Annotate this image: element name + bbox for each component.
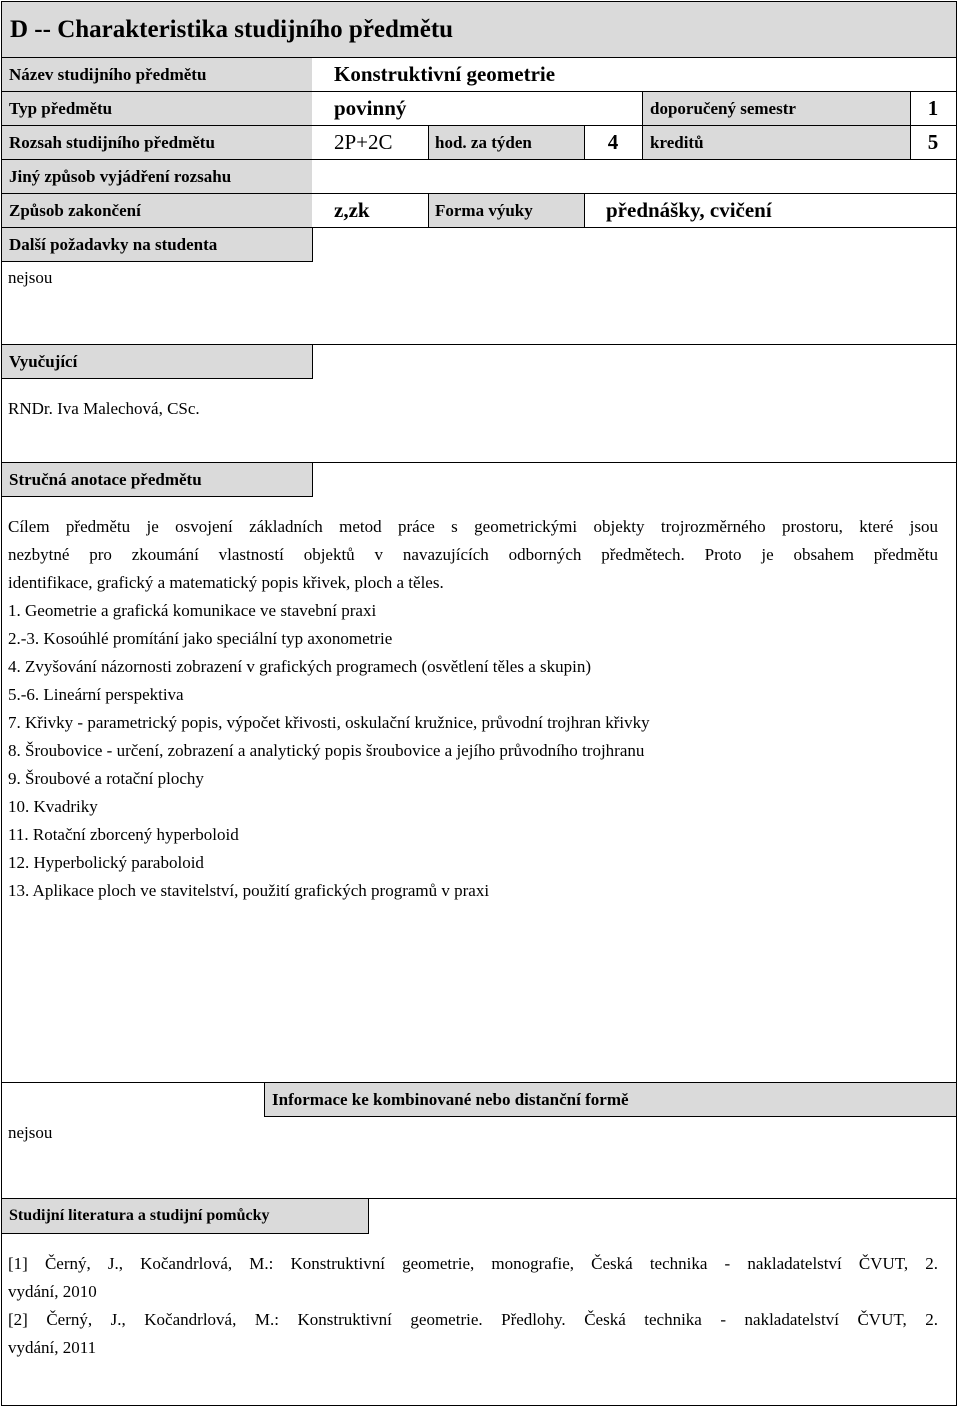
- hours-value-cell: [584, 126, 642, 159]
- literature-line: [1] Černý, J., Kočandrlová, M.: Konstruktivní geometrie, monografie, Česká technika - nakladatelství ČVUT, 2.: [8, 1254, 938, 1273]
- distance-label-cell: [264, 1083, 956, 1116]
- form-value: přednášky, cvičení: [606, 198, 772, 222]
- requirements-value: nejsou: [8, 268, 53, 287]
- name-value: Konstruktivní geometrie: [334, 62, 556, 86]
- topic-item: 5.-6. Lineární perspektiva: [8, 685, 184, 704]
- divider: [2, 1233, 369, 1234]
- literature-line: vydání, 2011: [8, 1338, 97, 1357]
- completion-value: z,zk: [334, 198, 370, 222]
- scope-label-cell: [2, 126, 312, 159]
- annotation-paragraph-line: nezbytné pro zkoumání vlastností objektů v navazujících odborných předmětech. Proto je obsahem předmětu: [8, 545, 938, 564]
- topic-item: 13. Aplikace ploch ve stavitelství, použití grafických programů v praxi: [8, 881, 490, 900]
- type-value-cell: [312, 92, 642, 125]
- scope-value: 2P+2C: [334, 130, 393, 154]
- divider: [264, 1082, 265, 1116]
- annotation-paragraph-line: Cílem předmětu je osvojení základních metod práce s geometrickými objekty trojrozměrného prostoru, které jsou: [8, 517, 938, 536]
- semester-label: doporučený semestr: [650, 98, 796, 118]
- distance-value: nejsou: [8, 1123, 53, 1142]
- divider: [910, 126, 911, 159]
- distance-label: Informace ke kombinované nebo distanční formě: [272, 1089, 629, 1109]
- divider: [584, 194, 585, 227]
- semester-value: 1: [927, 96, 939, 120]
- name-value-cell: [312, 58, 956, 91]
- scope-value-cell: [312, 126, 428, 159]
- topic-item: 1. Geometrie a grafická komunikace ve stavební praxi: [8, 601, 377, 620]
- form-value-cell: [584, 194, 956, 227]
- annotation-label-cell: [2, 463, 312, 496]
- topic-item: 12. Hyperbolický paraboloid: [8, 853, 204, 872]
- divider: [584, 126, 585, 159]
- requirements-label-cell: [2, 228, 312, 261]
- divider: [642, 92, 643, 125]
- literature-list: [8, 1250, 938, 1362]
- divider: [2, 261, 313, 262]
- topic-item: 7. Křivky - parametrický popis, výpočet křivosti, oskulační kružnice, průvodní trojhran křivky: [8, 713, 650, 732]
- annotation-paragraph-line: identifikace, grafický a matematický popis křivek, ploch a těles.: [8, 573, 444, 592]
- literature-label: Studijní literatura a studijní pomůcky: [9, 1207, 270, 1224]
- literature-line: [2] Černý, J., Kočandrlová, M.: Konstruktivní geometrie. Předlohy. Česká technika - nakladatelství ČVUT, 2.: [8, 1310, 938, 1329]
- divider: [428, 126, 429, 159]
- divider: [642, 126, 643, 159]
- requirements-label: Další požadavky na studenta: [9, 234, 218, 254]
- topic-item: 9. Šroubové a rotační plochy: [8, 769, 204, 788]
- divider: [368, 1199, 369, 1234]
- divider: [312, 345, 313, 379]
- annotation-label: Stručná anotace předmětu: [9, 469, 202, 489]
- divider: [312, 463, 313, 497]
- literature-label-cell: [2, 1199, 368, 1233]
- topic-item: 8. Šroubovice - určení, zobrazení a analytický popis šroubovice a jejího průvodního trojhranu: [8, 741, 645, 760]
- divider: [2, 496, 313, 497]
- semester-value-cell: [910, 92, 956, 125]
- credits-value-cell: [910, 126, 956, 159]
- annotation-body: [8, 513, 938, 905]
- credits-value: 5: [927, 130, 939, 154]
- topic-item: 11. Rotační zborcený hyperboloid: [8, 825, 239, 844]
- other-scope-label: Jiný způsob vyjádření rozsahu: [9, 166, 232, 186]
- type-value: povinný: [334, 96, 407, 120]
- hours-label-cell: [428, 126, 584, 159]
- literature-line: vydání, 2010: [8, 1282, 97, 1301]
- divider: [428, 194, 429, 227]
- hours-label: hod. za týden: [435, 132, 532, 152]
- name-label-cell: [2, 58, 312, 91]
- divider: [264, 1116, 956, 1117]
- credits-label: kreditů: [650, 132, 704, 152]
- credits-label-cell: [642, 126, 910, 159]
- type-label: Typ předmětu: [9, 98, 113, 118]
- page-title: [2, 2, 956, 57]
- completion-value-cell: [312, 194, 428, 227]
- semester-label-cell: [642, 92, 910, 125]
- divider: [910, 92, 911, 125]
- teachers-label: Vyučující: [9, 351, 78, 371]
- other-scope-label-cell: [2, 160, 312, 193]
- completion-label-cell: [2, 194, 312, 227]
- scope-label: Rozsah studijního předmětu: [9, 132, 215, 152]
- teachers-value: RNDr. Iva Malechová, CSc.: [8, 399, 200, 418]
- topic-item: 2.-3. Kosoúhlé promítání jako speciální typ axonometrie: [8, 629, 393, 648]
- divider: [312, 228, 313, 262]
- topic-item: 10. Kvadriky: [8, 797, 98, 816]
- topic-item: 4. Zvyšování názornosti zobrazení v grafických programech (osvětlení těles a skupin): [8, 657, 591, 676]
- form-label-cell: [428, 194, 584, 227]
- form-label: Forma výuky: [435, 200, 533, 220]
- completion-label: Způsob zakončení: [9, 200, 141, 220]
- type-label-cell: [2, 92, 312, 125]
- teachers-label-cell: [2, 345, 312, 378]
- page-title-text: D -- Charakteristika studijního předmětu: [10, 15, 454, 43]
- hours-value: 4: [607, 130, 619, 154]
- divider: [2, 378, 313, 379]
- name-label: Název studijního předmětu: [9, 64, 207, 84]
